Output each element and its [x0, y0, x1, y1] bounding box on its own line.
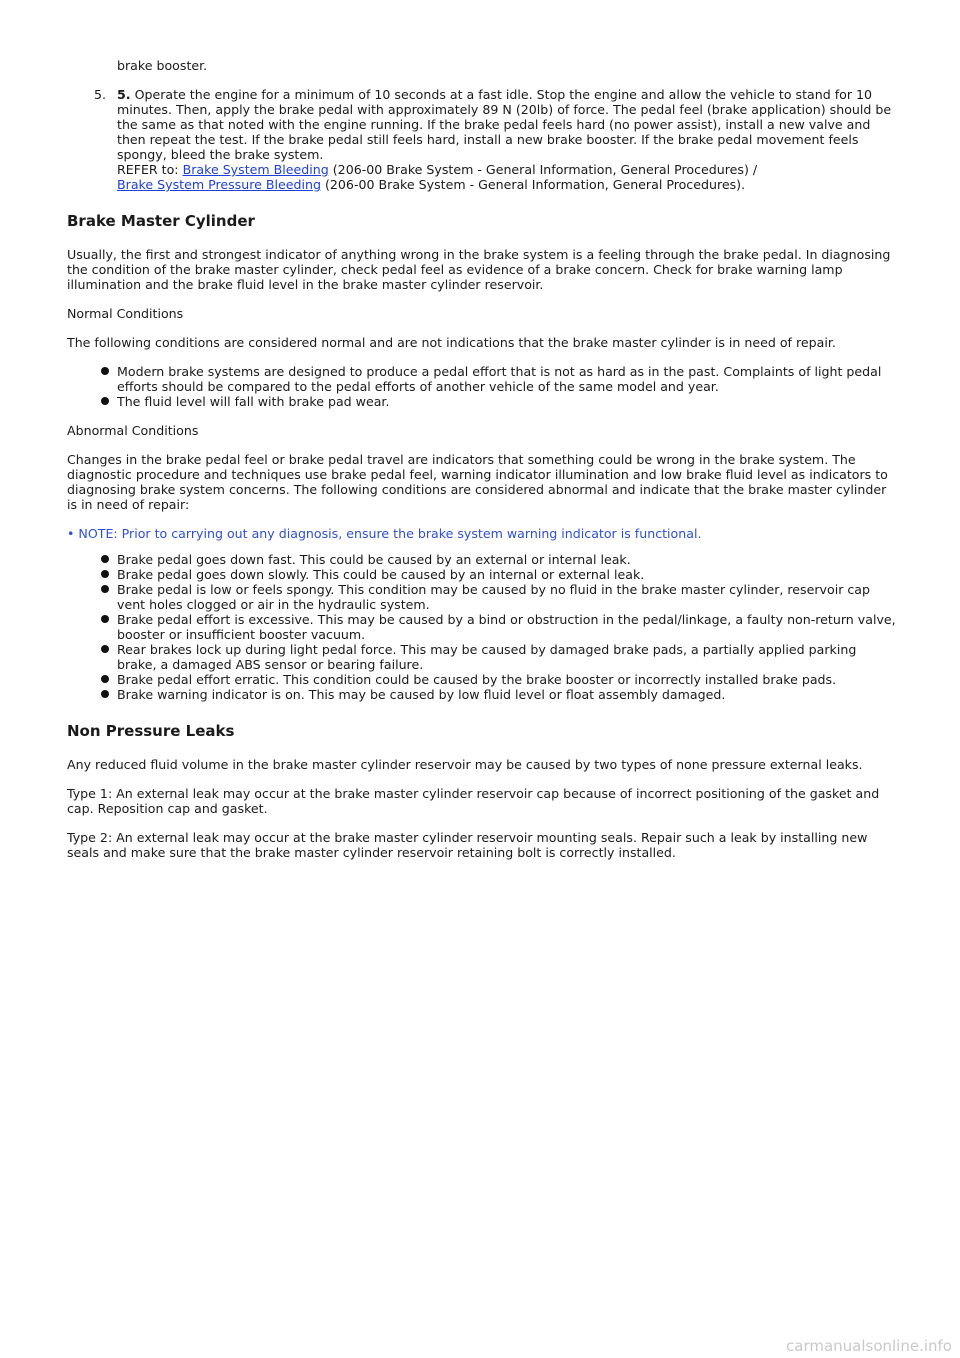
watermark-text: carmanualsonline.info	[786, 1337, 952, 1355]
step-5-bold-label: 5.	[117, 87, 131, 102]
brake-system-pressure-bleeding-link[interactable]: Brake System Pressure Bleeding	[117, 177, 321, 192]
leak-type-1: Type 1: An external leak may occur at the brake master cylinder reservoir cap because of incorrect positioning of the gasket and cap. Reposition cap and gasket.	[67, 786, 880, 816]
normal-conditions-title: Normal Conditions	[67, 306, 184, 321]
step-5	[67, 87, 897, 192]
bullet-icon	[101, 585, 109, 593]
list-item: Modern brake systems are designed to produce a pedal effort that is not as hard as in the past. Complaints of light pedal efforts should be compared to the pedal efforts of another vehicle of the same model and year.	[67, 364, 897, 394]
leak-type-2: Type 2: An external leak may occur at the brake master cylinder reservoir mounting seals. Repair such a leak by installing new seals and make sure that the brake master cylinder reservoir retaining bolt is correctly installed.	[67, 830, 868, 860]
list-item: Rear brakes lock up during light pedal force. This may be caused by damaged brake pads, a partially applied parking brake, a damaged ABS sensor or bearing failure.	[67, 642, 897, 672]
brake-system-bleeding-link[interactable]: Brake System Bleeding	[182, 162, 329, 177]
refer-prefix: REFER to:	[117, 162, 183, 177]
normal-conditions-list	[67, 364, 897, 409]
list-item: Brake warning indicator is on. This may be caused by low fluid level or float assembly damaged.	[67, 687, 897, 702]
list-item: Brake pedal effort is excessive. This may be caused by a bind or obstruction in the pedal/linkage, a faulty non-return valve, booster or insufficient booster vacuum.	[67, 612, 897, 642]
step-5-text: Operate the engine for a minimum of 10 seconds at a fast idle. Stop the engine and allow the vehicle to stand for 10 minutes. Then, apply the brake pedal with approximately 89 N (20lb) of force. The pedal feel (brake application) should be the same as that noted with the engine running. If the brake pedal feels hard (no power assist), install a new valve and then repeat the test. If the brake pedal still feels hard, install a new brake booster. If the brake pedal movement feels spongy, bleed the brake system.	[117, 87, 892, 162]
normal-conditions-intro: The following conditions are considered normal and are not indications that the brake master cylinder is in need of repair.	[67, 335, 836, 350]
bullet-icon	[101, 690, 109, 698]
abnormal-conditions-intro: Changes in the brake pedal feel or brake pedal travel are indicators that something could be wrong in the brake system. The diagnostic procedure and techniques use brake pedal feel, warning indicator illumination and low brake fluid level as indicators to diagnosing brake system concerns. The following conditions are considered abnormal and indicate that the brake master cylinder is in need of repair:	[67, 452, 888, 512]
step-5-number: 5.	[94, 87, 107, 102]
page-content	[67, 58, 897, 874]
list-item: Brake pedal goes down slowly. This could be caused by an internal or external leak.	[67, 567, 897, 582]
abnormal-conditions-title: Abnormal Conditions	[67, 423, 199, 438]
bullet-icon	[101, 645, 109, 653]
non-pressure-intro: Any reduced fluid volume in the brake master cylinder reservoir may be caused by two types of none pressure external leaks.	[67, 757, 863, 772]
bullet-icon	[101, 555, 109, 563]
list-item: Brake pedal goes down fast. This could be caused by an external or internal leak.	[67, 552, 897, 567]
step-4-continuation: brake booster.	[117, 58, 208, 73]
link2-suffix: (206-00 Brake System - General Information, General Procedures).	[320, 177, 746, 192]
heading-brake-master-cylinder: Brake Master Cylinder	[67, 212, 255, 230]
bullet-icon	[101, 397, 109, 405]
abnormal-conditions-list	[67, 552, 897, 702]
list-item: Brake pedal is low or feels spongy. This condition may be caused by no fluid in the brake master cylinder, reservoir cap vent holes clogged or air in the hydraulic system.	[67, 582, 897, 612]
bullet-icon	[101, 675, 109, 683]
note-text: • NOTE: Prior to carrying out any diagnosis, ensure the brake system warning indicator is functional.	[67, 526, 702, 541]
bullet-icon	[101, 367, 109, 375]
bullet-icon	[101, 570, 109, 578]
list-item: The fluid level will fall with brake pad wear.	[67, 394, 897, 409]
master-cylinder-intro: Usually, the first and strongest indicator of anything wrong in the brake system is a feeling through the brake pedal. In diagnosing the condition of the brake master cylinder, check pedal feel as evidence of a brake concern. Check for brake warning lamp illumination and the brake fluid level in the brake master cylinder reservoir.	[67, 247, 891, 292]
bullet-icon	[101, 615, 109, 623]
heading-non-pressure-leaks: Non Pressure Leaks	[67, 722, 235, 740]
link1-suffix: (206-00 Brake System - General Information, General Procedures) /	[328, 162, 758, 177]
list-item: Brake pedal effort erratic. This condition could be caused by the brake booster or incorrectly installed brake pads.	[67, 672, 897, 687]
